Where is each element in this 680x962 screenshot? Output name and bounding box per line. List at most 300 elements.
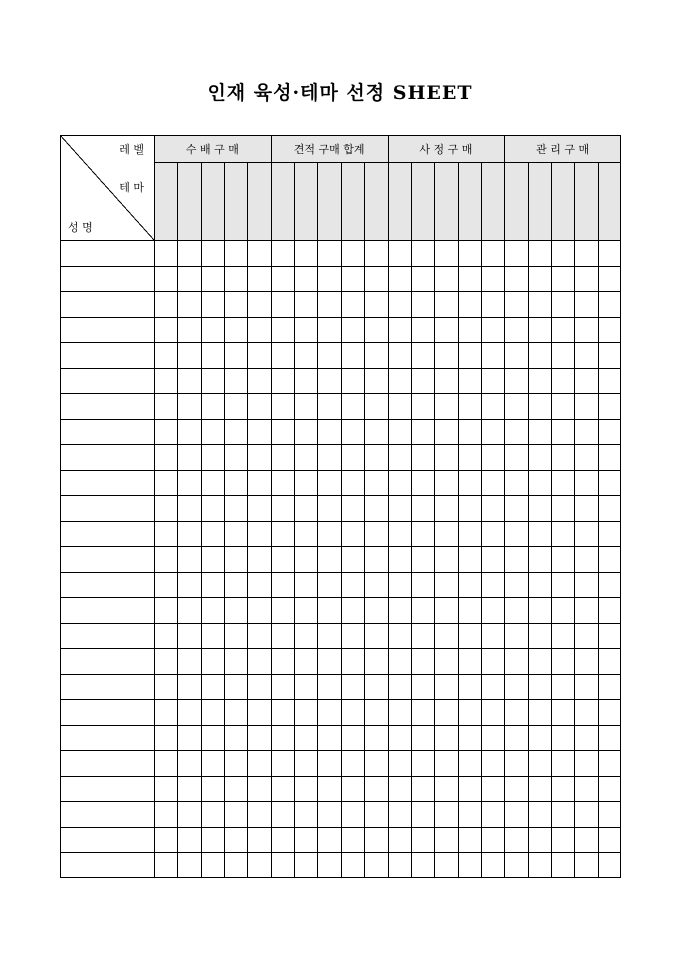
theme-cell[interactable] <box>271 240 294 266</box>
theme-cell[interactable] <box>364 597 387 623</box>
theme-cell[interactable] <box>574 725 597 751</box>
theme-cell[interactable] <box>481 623 504 649</box>
theme-cell[interactable] <box>271 699 294 725</box>
theme-header-cell[interactable] <box>481 162 504 240</box>
theme-cell[interactable] <box>364 419 387 445</box>
theme-cell[interactable] <box>154 266 177 292</box>
theme-cell[interactable] <box>271 572 294 598</box>
theme-cell[interactable] <box>481 470 504 496</box>
theme-cell[interactable] <box>154 444 177 470</box>
theme-cell[interactable] <box>458 648 481 674</box>
theme-cell[interactable] <box>154 572 177 598</box>
theme-cell[interactable] <box>458 852 481 878</box>
theme-cell[interactable] <box>317 648 340 674</box>
theme-cell[interactable] <box>551 342 574 368</box>
theme-cell[interactable] <box>224 419 247 445</box>
theme-cell[interactable] <box>224 393 247 419</box>
theme-cell[interactable] <box>551 470 574 496</box>
theme-cell[interactable] <box>154 852 177 878</box>
theme-cell[interactable] <box>177 444 200 470</box>
theme-cell[interactable] <box>528 266 551 292</box>
theme-cell[interactable] <box>528 521 551 547</box>
theme-cell[interactable] <box>411 342 434 368</box>
theme-cell[interactable] <box>271 776 294 802</box>
theme-cell[interactable] <box>154 827 177 853</box>
name-cell[interactable] <box>60 699 154 725</box>
theme-cell[interactable] <box>201 597 224 623</box>
theme-cell[interactable] <box>504 827 527 853</box>
theme-cell[interactable] <box>224 623 247 649</box>
theme-cell[interactable] <box>434 674 457 700</box>
theme-cell[interactable] <box>154 291 177 317</box>
theme-cell[interactable] <box>434 393 457 419</box>
theme-cell[interactable] <box>247 725 270 751</box>
theme-cell[interactable] <box>551 827 574 853</box>
theme-cell[interactable] <box>224 317 247 343</box>
theme-cell[interactable] <box>504 674 527 700</box>
name-cell[interactable] <box>60 623 154 649</box>
theme-cell[interactable] <box>574 317 597 343</box>
theme-cell[interactable] <box>271 368 294 394</box>
theme-cell[interactable] <box>528 419 551 445</box>
name-cell[interactable] <box>60 750 154 776</box>
theme-cell[interactable] <box>458 674 481 700</box>
theme-cell[interactable] <box>247 419 270 445</box>
theme-cell[interactable] <box>434 470 457 496</box>
theme-cell[interactable] <box>458 419 481 445</box>
theme-cell[interactable] <box>224 495 247 521</box>
theme-cell[interactable] <box>458 572 481 598</box>
theme-cell[interactable] <box>551 546 574 572</box>
theme-cell[interactable] <box>598 699 621 725</box>
theme-cell[interactable] <box>528 623 551 649</box>
theme-cell[interactable] <box>481 393 504 419</box>
theme-cell[interactable] <box>551 776 574 802</box>
name-cell[interactable] <box>60 240 154 266</box>
theme-cell[interactable] <box>411 240 434 266</box>
theme-cell[interactable] <box>201 776 224 802</box>
theme-cell[interactable] <box>294 317 317 343</box>
theme-cell[interactable] <box>411 674 434 700</box>
theme-cell[interactable] <box>294 240 317 266</box>
theme-cell[interactable] <box>224 801 247 827</box>
theme-cell[interactable] <box>364 801 387 827</box>
theme-cell[interactable] <box>201 623 224 649</box>
theme-cell[interactable] <box>177 266 200 292</box>
theme-cell[interactable] <box>598 393 621 419</box>
theme-cell[interactable] <box>458 623 481 649</box>
theme-cell[interactable] <box>388 750 411 776</box>
theme-cell[interactable] <box>154 521 177 547</box>
theme-cell[interactable] <box>458 725 481 751</box>
theme-cell[interactable] <box>224 827 247 853</box>
theme-cell[interactable] <box>341 674 364 700</box>
theme-cell[interactable] <box>598 801 621 827</box>
theme-cell[interactable] <box>317 240 340 266</box>
theme-cell[interactable] <box>294 419 317 445</box>
theme-cell[interactable] <box>388 725 411 751</box>
theme-cell[interactable] <box>341 470 364 496</box>
theme-header-cell[interactable] <box>388 162 411 240</box>
theme-header-cell[interactable] <box>528 162 551 240</box>
name-cell[interactable] <box>60 368 154 394</box>
theme-cell[interactable] <box>294 750 317 776</box>
theme-cell[interactable] <box>434 776 457 802</box>
theme-cell[interactable] <box>201 674 224 700</box>
name-cell[interactable] <box>60 470 154 496</box>
theme-cell[interactable] <box>224 521 247 547</box>
theme-header-cell[interactable] <box>411 162 434 240</box>
theme-cell[interactable] <box>574 623 597 649</box>
theme-cell[interactable] <box>504 725 527 751</box>
theme-cell[interactable] <box>201 266 224 292</box>
theme-cell[interactable] <box>504 521 527 547</box>
theme-cell[interactable] <box>294 648 317 674</box>
name-cell[interactable] <box>60 674 154 700</box>
theme-cell[interactable] <box>247 572 270 598</box>
theme-cell[interactable] <box>364 572 387 598</box>
theme-cell[interactable] <box>341 648 364 674</box>
theme-cell[interactable] <box>177 342 200 368</box>
theme-cell[interactable] <box>598 291 621 317</box>
theme-cell[interactable] <box>341 852 364 878</box>
theme-cell[interactable] <box>364 827 387 853</box>
theme-cell[interactable] <box>574 674 597 700</box>
theme-header-cell[interactable] <box>434 162 457 240</box>
theme-cell[interactable] <box>341 597 364 623</box>
theme-cell[interactable] <box>481 699 504 725</box>
theme-cell[interactable] <box>294 291 317 317</box>
theme-cell[interactable] <box>177 368 200 394</box>
theme-cell[interactable] <box>201 495 224 521</box>
theme-cell[interactable] <box>411 317 434 343</box>
theme-cell[interactable] <box>317 266 340 292</box>
theme-cell[interactable] <box>294 699 317 725</box>
theme-cell[interactable] <box>598 572 621 598</box>
theme-cell[interactable] <box>294 572 317 598</box>
theme-header-cell[interactable] <box>201 162 224 240</box>
theme-cell[interactable] <box>411 521 434 547</box>
theme-cell[interactable] <box>247 699 270 725</box>
theme-cell[interactable] <box>317 750 340 776</box>
theme-cell[interactable] <box>411 623 434 649</box>
theme-cell[interactable] <box>294 623 317 649</box>
theme-cell[interactable] <box>481 240 504 266</box>
theme-cell[interactable] <box>551 852 574 878</box>
theme-cell[interactable] <box>388 546 411 572</box>
theme-cell[interactable] <box>154 546 177 572</box>
theme-cell[interactable] <box>388 597 411 623</box>
theme-cell[interactable] <box>434 342 457 368</box>
theme-cell[interactable] <box>364 648 387 674</box>
theme-cell[interactable] <box>177 240 200 266</box>
theme-cell[interactable] <box>294 597 317 623</box>
name-cell[interactable] <box>60 444 154 470</box>
theme-cell[interactable] <box>504 444 527 470</box>
theme-cell[interactable] <box>247 750 270 776</box>
theme-cell[interactable] <box>458 776 481 802</box>
theme-cell[interactable] <box>294 801 317 827</box>
theme-cell[interactable] <box>551 291 574 317</box>
theme-cell[interactable] <box>528 240 551 266</box>
theme-cell[interactable] <box>317 801 340 827</box>
theme-cell[interactable] <box>224 597 247 623</box>
theme-cell[interactable] <box>574 801 597 827</box>
theme-cell[interactable] <box>294 776 317 802</box>
theme-cell[interactable] <box>154 699 177 725</box>
theme-cell[interactable] <box>504 419 527 445</box>
theme-cell[interactable] <box>458 393 481 419</box>
theme-cell[interactable] <box>247 342 270 368</box>
theme-cell[interactable] <box>177 546 200 572</box>
theme-cell[interactable] <box>271 623 294 649</box>
theme-cell[interactable] <box>271 419 294 445</box>
theme-cell[interactable] <box>341 419 364 445</box>
theme-cell[interactable] <box>458 521 481 547</box>
theme-cell[interactable] <box>294 368 317 394</box>
theme-cell[interactable] <box>224 291 247 317</box>
theme-cell[interactable] <box>271 495 294 521</box>
theme-cell[interactable] <box>224 699 247 725</box>
theme-cell[interactable] <box>481 725 504 751</box>
theme-cell[interactable] <box>504 546 527 572</box>
theme-cell[interactable] <box>481 291 504 317</box>
theme-cell[interactable] <box>201 801 224 827</box>
theme-cell[interactable] <box>528 852 551 878</box>
theme-cell[interactable] <box>598 368 621 394</box>
theme-cell[interactable] <box>551 725 574 751</box>
theme-cell[interactable] <box>411 572 434 598</box>
theme-cell[interactable] <box>458 827 481 853</box>
theme-cell[interactable] <box>528 317 551 343</box>
theme-cell[interactable] <box>317 852 340 878</box>
name-cell[interactable] <box>60 266 154 292</box>
theme-cell[interactable] <box>574 495 597 521</box>
theme-cell[interactable] <box>247 623 270 649</box>
theme-cell[interactable] <box>177 750 200 776</box>
theme-cell[interactable] <box>271 317 294 343</box>
theme-cell[interactable] <box>411 266 434 292</box>
theme-cell[interactable] <box>177 521 200 547</box>
theme-cell[interactable] <box>528 368 551 394</box>
theme-cell[interactable] <box>574 597 597 623</box>
theme-header-cell[interactable] <box>271 162 294 240</box>
theme-cell[interactable] <box>458 801 481 827</box>
theme-cell[interactable] <box>224 444 247 470</box>
theme-cell[interactable] <box>224 750 247 776</box>
theme-cell[interactable] <box>458 699 481 725</box>
theme-cell[interactable] <box>598 444 621 470</box>
theme-cell[interactable] <box>481 597 504 623</box>
theme-header-cell[interactable] <box>574 162 597 240</box>
name-cell[interactable] <box>60 521 154 547</box>
theme-cell[interactable] <box>271 725 294 751</box>
theme-cell[interactable] <box>504 266 527 292</box>
theme-cell[interactable] <box>598 240 621 266</box>
theme-cell[interactable] <box>341 521 364 547</box>
theme-header-cell[interactable] <box>551 162 574 240</box>
theme-cell[interactable] <box>598 750 621 776</box>
theme-cell[interactable] <box>388 444 411 470</box>
theme-cell[interactable] <box>458 266 481 292</box>
theme-cell[interactable] <box>598 827 621 853</box>
theme-cell[interactable] <box>458 546 481 572</box>
theme-cell[interactable] <box>551 623 574 649</box>
theme-cell[interactable] <box>504 597 527 623</box>
theme-cell[interactable] <box>411 725 434 751</box>
theme-cell[interactable] <box>177 597 200 623</box>
theme-cell[interactable] <box>341 572 364 598</box>
theme-cell[interactable] <box>154 801 177 827</box>
theme-cell[interactable] <box>434 495 457 521</box>
theme-header-cell[interactable] <box>177 162 200 240</box>
theme-cell[interactable] <box>574 750 597 776</box>
theme-cell[interactable] <box>458 342 481 368</box>
theme-cell[interactable] <box>317 419 340 445</box>
theme-cell[interactable] <box>388 470 411 496</box>
theme-cell[interactable] <box>411 827 434 853</box>
theme-cell[interactable] <box>341 342 364 368</box>
name-cell[interactable] <box>60 725 154 751</box>
theme-cell[interactable] <box>271 597 294 623</box>
theme-cell[interactable] <box>458 291 481 317</box>
theme-cell[interactable] <box>528 495 551 521</box>
theme-cell[interactable] <box>598 470 621 496</box>
theme-cell[interactable] <box>224 470 247 496</box>
theme-cell[interactable] <box>364 444 387 470</box>
theme-cell[interactable] <box>271 291 294 317</box>
theme-cell[interactable] <box>481 419 504 445</box>
theme-cell[interactable] <box>317 597 340 623</box>
theme-cell[interactable] <box>201 572 224 598</box>
theme-cell[interactable] <box>481 648 504 674</box>
theme-cell[interactable] <box>177 852 200 878</box>
theme-cell[interactable] <box>551 317 574 343</box>
theme-cell[interactable] <box>574 291 597 317</box>
theme-cell[interactable] <box>341 801 364 827</box>
theme-cell[interactable] <box>528 444 551 470</box>
theme-cell[interactable] <box>598 521 621 547</box>
theme-cell[interactable] <box>317 291 340 317</box>
theme-cell[interactable] <box>247 266 270 292</box>
theme-cell[interactable] <box>201 827 224 853</box>
theme-cell[interactable] <box>434 623 457 649</box>
theme-cell[interactable] <box>434 750 457 776</box>
name-cell[interactable] <box>60 393 154 419</box>
theme-cell[interactable] <box>317 495 340 521</box>
theme-cell[interactable] <box>598 419 621 445</box>
theme-cell[interactable] <box>317 725 340 751</box>
theme-header-cell[interactable] <box>294 162 317 240</box>
theme-cell[interactable] <box>317 368 340 394</box>
theme-cell[interactable] <box>388 368 411 394</box>
theme-cell[interactable] <box>388 266 411 292</box>
theme-cell[interactable] <box>388 291 411 317</box>
theme-cell[interactable] <box>504 495 527 521</box>
theme-cell[interactable] <box>247 470 270 496</box>
theme-cell[interactable] <box>341 291 364 317</box>
theme-cell[interactable] <box>388 827 411 853</box>
theme-cell[interactable] <box>201 470 224 496</box>
theme-cell[interactable] <box>528 674 551 700</box>
theme-cell[interactable] <box>388 852 411 878</box>
theme-cell[interactable] <box>434 597 457 623</box>
theme-cell[interactable] <box>271 648 294 674</box>
name-cell[interactable] <box>60 495 154 521</box>
theme-cell[interactable] <box>598 266 621 292</box>
theme-cell[interactable] <box>224 368 247 394</box>
theme-cell[interactable] <box>504 750 527 776</box>
theme-cell[interactable] <box>458 444 481 470</box>
theme-cell[interactable] <box>598 597 621 623</box>
theme-cell[interactable] <box>247 674 270 700</box>
theme-cell[interactable] <box>177 725 200 751</box>
theme-cell[interactable] <box>271 546 294 572</box>
theme-cell[interactable] <box>271 674 294 700</box>
theme-cell[interactable] <box>574 572 597 598</box>
theme-cell[interactable] <box>341 699 364 725</box>
theme-cell[interactable] <box>481 852 504 878</box>
theme-cell[interactable] <box>481 266 504 292</box>
theme-cell[interactable] <box>364 699 387 725</box>
theme-cell[interactable] <box>551 393 574 419</box>
theme-cell[interactable] <box>177 393 200 419</box>
theme-cell[interactable] <box>271 801 294 827</box>
theme-cell[interactable] <box>528 725 551 751</box>
theme-cell[interactable] <box>434 546 457 572</box>
theme-cell[interactable] <box>528 291 551 317</box>
theme-cell[interactable] <box>247 521 270 547</box>
theme-cell[interactable] <box>574 393 597 419</box>
theme-cell[interactable] <box>177 291 200 317</box>
theme-cell[interactable] <box>481 444 504 470</box>
theme-cell[interactable] <box>481 776 504 802</box>
theme-cell[interactable] <box>481 827 504 853</box>
theme-header-cell[interactable] <box>247 162 270 240</box>
theme-cell[interactable] <box>224 648 247 674</box>
theme-cell[interactable] <box>364 623 387 649</box>
theme-cell[interactable] <box>598 317 621 343</box>
theme-cell[interactable] <box>317 393 340 419</box>
name-cell[interactable] <box>60 597 154 623</box>
theme-cell[interactable] <box>388 495 411 521</box>
theme-cell[interactable] <box>458 597 481 623</box>
theme-cell[interactable] <box>224 852 247 878</box>
theme-cell[interactable] <box>411 368 434 394</box>
theme-cell[interactable] <box>504 240 527 266</box>
theme-header-cell[interactable] <box>598 162 621 240</box>
theme-cell[interactable] <box>224 240 247 266</box>
theme-cell[interactable] <box>177 572 200 598</box>
theme-cell[interactable] <box>364 776 387 802</box>
theme-cell[interactable] <box>504 801 527 827</box>
theme-cell[interactable] <box>504 623 527 649</box>
theme-cell[interactable] <box>574 648 597 674</box>
name-cell[interactable] <box>60 317 154 343</box>
theme-cell[interactable] <box>481 572 504 598</box>
theme-cell[interactable] <box>247 801 270 827</box>
theme-cell[interactable] <box>574 266 597 292</box>
theme-cell[interactable] <box>388 572 411 598</box>
theme-cell[interactable] <box>177 419 200 445</box>
theme-cell[interactable] <box>247 827 270 853</box>
theme-cell[interactable] <box>294 546 317 572</box>
theme-cell[interactable] <box>504 393 527 419</box>
theme-cell[interactable] <box>247 393 270 419</box>
theme-cell[interactable] <box>154 597 177 623</box>
theme-cell[interactable] <box>528 699 551 725</box>
theme-cell[interactable] <box>201 725 224 751</box>
